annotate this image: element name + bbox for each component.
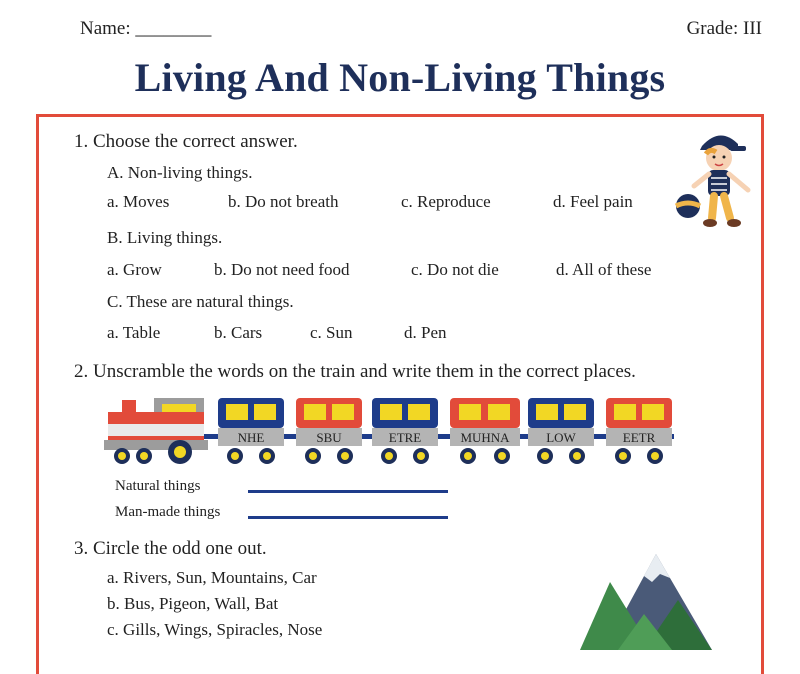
carriage-2 bbox=[296, 398, 362, 464]
natural-things-answer-line[interactable] bbox=[248, 490, 448, 493]
option-1a-a[interactable]: a. Moves bbox=[107, 192, 170, 211]
odd-one-out-c[interactable]: c. Gills, Wings, Spiracles, Nose bbox=[107, 620, 323, 639]
option-1a-d[interactable]: d. Feel pain bbox=[553, 192, 633, 211]
boy-with-ball-icon bbox=[672, 124, 764, 236]
odd-one-out-a[interactable]: a. Rivers, Sun, Mountains, Car bbox=[107, 568, 317, 587]
option-1c-c[interactable]: c. Sun bbox=[310, 323, 353, 342]
option-1c-d[interactable]: d. Pen bbox=[404, 323, 447, 342]
carriage-5 bbox=[528, 398, 594, 464]
carriage-4 bbox=[450, 398, 520, 464]
train-word-3: ETRE bbox=[388, 430, 422, 445]
mountains-icon bbox=[580, 552, 712, 650]
question-3-heading: 3. Circle the odd one out. bbox=[74, 538, 267, 559]
carriage-1 bbox=[218, 398, 284, 464]
question-1-heading: 1. Choose the correct answer. bbox=[74, 131, 298, 152]
manmade-things-label: Man-made things bbox=[115, 504, 221, 520]
name-field-label: Name: ________ bbox=[80, 18, 212, 39]
train-icon bbox=[104, 396, 684, 468]
option-1a-c[interactable]: c. Reproduce bbox=[401, 192, 491, 211]
carriage-6 bbox=[606, 398, 672, 464]
train-word-4: MUHNA bbox=[460, 430, 510, 445]
natural-things-label: Natural things bbox=[115, 478, 201, 494]
carriage-3 bbox=[372, 398, 438, 464]
manmade-things-answer-line[interactable] bbox=[248, 516, 448, 519]
question-1a-prompt: A. Non-living things. bbox=[107, 163, 253, 182]
train-word-1: NHE bbox=[237, 430, 265, 445]
option-1b-d[interactable]: d. All of these bbox=[556, 260, 652, 279]
page-title: Living And Non-Living Things bbox=[134, 55, 666, 100]
option-1b-b[interactable]: b. Do not need food bbox=[214, 260, 350, 279]
option-1a-b[interactable]: b. Do not breath bbox=[228, 192, 339, 211]
option-1b-c[interactable]: c. Do not die bbox=[411, 260, 499, 279]
train-word-5: LOW bbox=[546, 430, 576, 445]
train-word-2: SBU bbox=[316, 430, 342, 445]
odd-one-out-b[interactable]: b. Bus, Pigeon, Wall, Bat bbox=[107, 594, 279, 613]
train-word-6: EETR bbox=[622, 430, 656, 445]
question-1b-prompt: B. Living things. bbox=[107, 228, 223, 247]
train-engine bbox=[104, 398, 208, 464]
option-1b-a[interactable]: a. Grow bbox=[107, 260, 162, 279]
question-1c-prompt: C. These are natural things. bbox=[107, 292, 294, 311]
option-1c-b[interactable]: b. Cars bbox=[214, 323, 263, 342]
grade-label: Grade: III bbox=[686, 18, 762, 39]
question-2-heading: 2. Unscramble the words on the train and write them in the correct places. bbox=[74, 361, 636, 382]
option-1c-a[interactable]: a. Table bbox=[107, 323, 161, 342]
